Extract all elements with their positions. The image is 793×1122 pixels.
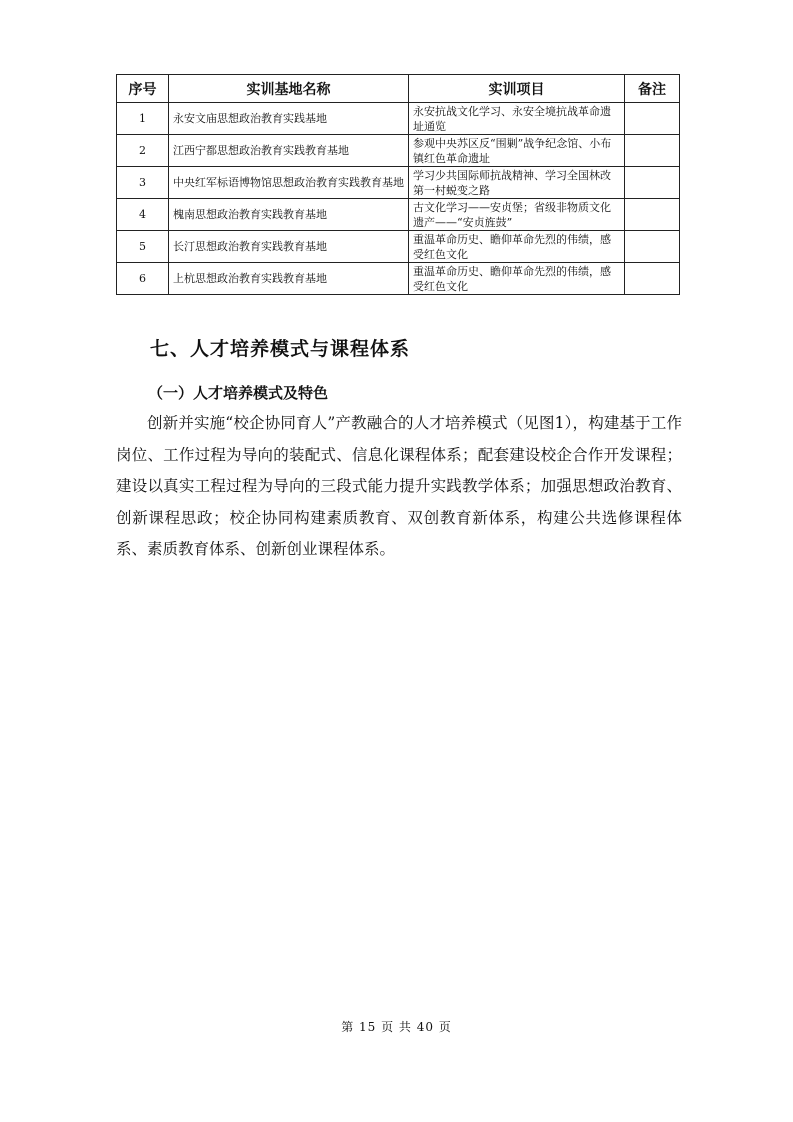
cell-project: 学习少共国际师抗战精神、学习全国林改第一村蜕变之路 [409,167,625,199]
cell-serial: 1 [117,103,169,135]
header-base-name: 实训基地名称 [169,75,409,103]
table-row [117,103,680,135]
page-number-footer: 第 15 页 共 40 页 [341,1020,452,1034]
cell-base-name: 江西宁都思想政治教育实践教育基地 [169,135,409,167]
header-project: 实训项目 [409,75,625,103]
cell-project: 参观中央苏区反“围剿”战争纪念馆、小布镇红色革命遗址 [409,135,625,167]
body-paragraph: 创新并实施“校企协同育人”产教融合的人才培养模式（见图1），构建基于工作岗位、工作过程为导向的装配式、信息化课程体系；配套建设校企合作开发课程；建设以真实工程过程为导向的三段式能力提升实践教学体系；加强思想政治教育、创新课程思政；校企协同构建素质教育、双创教育新体系，构建公共选修课程体系、素质教育体系、创新创业课程体系。 [116,414,682,558]
section-title: 七、人才培养模式与课程体系 [150,338,411,360]
table-row [117,135,680,167]
header-note: 备注 [625,75,680,103]
cell-base-name: 永安文庙思想政治教育实践基地 [169,103,409,135]
cell-note [625,199,680,231]
cell-base-name: 中央红军标语博物馆思想政治教育实践教育基地 [169,167,409,199]
cell-note [625,103,680,135]
table-row [117,199,680,231]
cell-base-name: 上杭思想政治教育实践教育基地 [169,263,409,295]
cell-base-name: 长汀思想政治教育实践教育基地 [169,231,409,263]
table-row [117,167,680,199]
cell-note [625,167,680,199]
cell-project: 重温革命历史、瞻仰革命先烈的伟绩，感受红色文化 [409,263,625,295]
subsection-title: （一）人才培养模式及特色 [148,384,329,402]
cell-serial: 4 [117,199,169,231]
cell-note [625,135,680,167]
cell-serial: 6 [117,263,169,295]
table-row [117,231,680,263]
table-row [117,263,680,295]
cell-note [625,263,680,295]
cell-project: 古文化学习——安贞堡；省级非物质文化遗产——“安贞旌鼓” [409,199,625,231]
cell-note [625,231,680,263]
table-header-row [117,75,680,103]
cell-serial: 2 [117,135,169,167]
cell-base-name: 槐南思想政治教育实践教育基地 [169,199,409,231]
header-serial: 序号 [117,75,169,103]
cell-serial: 5 [117,231,169,263]
cell-project: 重温革命历史、瞻仰革命先烈的伟绩，感受红色文化 [409,231,625,263]
training-base-table [116,74,680,295]
cell-project: 永安抗战文化学习、永安全境抗战革命遗址通览 [409,103,625,135]
cell-serial: 3 [117,167,169,199]
